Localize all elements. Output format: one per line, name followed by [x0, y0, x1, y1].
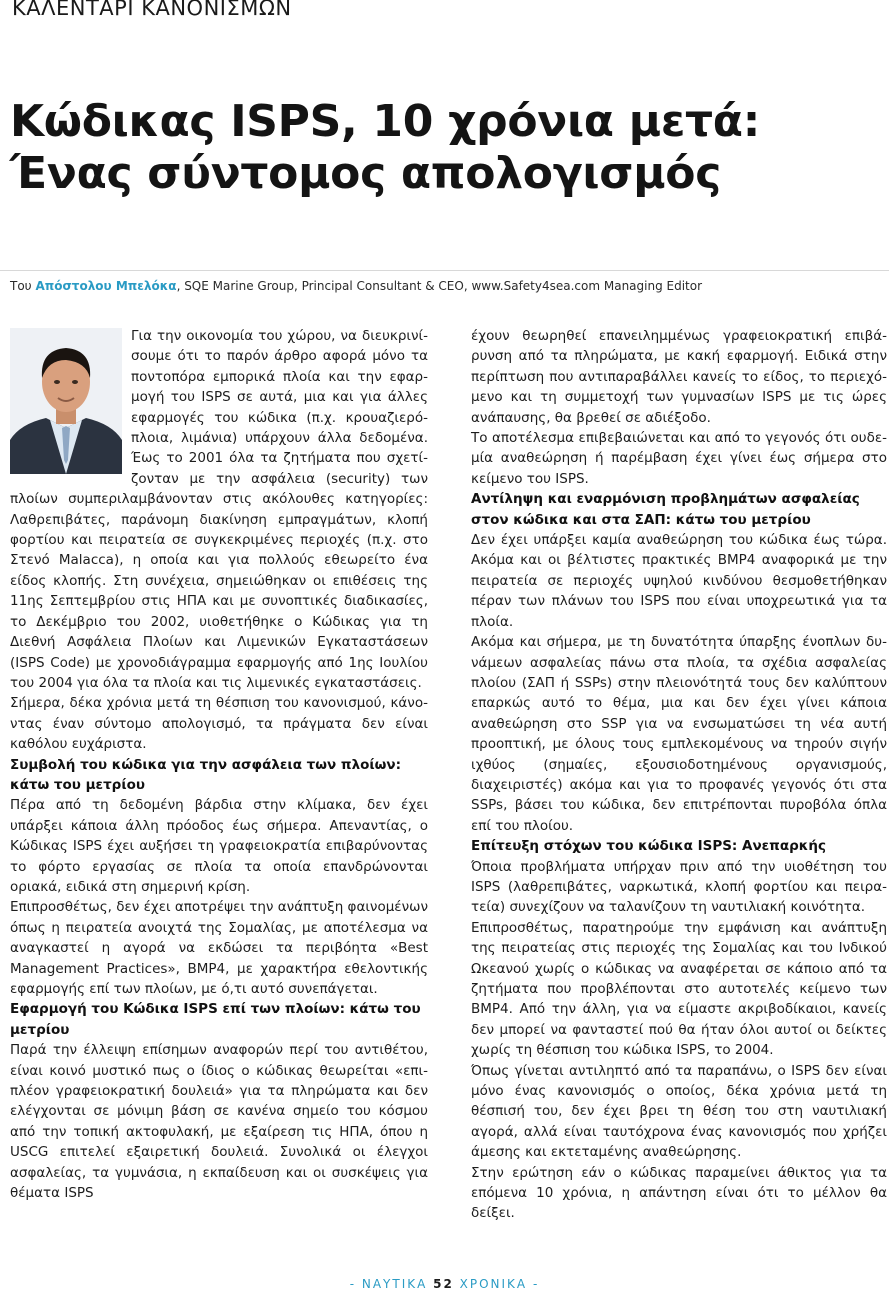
page-footer: [0, 1277, 889, 1291]
left-paragraph-3: Πέρα από τη δεδομένη βάρδια στην κλίμακα, δεν έχει υπάρξει κάποια άλλη πρόοδος έως σήμερα. Απεναντίας, ο Κώδικας ISPS έχει αυξήσει τη γραφειοκρατία επιβαρύνοντας το φόρτο εργασίας σε πλοία τα οποία επανδρώνονται οριακά, ειδικά στη σημερινή κρίση.: [10, 797, 428, 895]
photo-float-spacer: [10, 326, 131, 476]
page-number: 52: [433, 1277, 454, 1291]
left-paragraph-2: Σήμερα, δέκα χρόνια μετά τη θέσπιση του κανονισμού, κάνοντας έναν σύντομο απολογισμό, τα πράγματα δεν είναι καθόλου ευχάριστα.: [10, 695, 428, 753]
right-column: [471, 326, 887, 1224]
right-paragraph-7: Όπως γίνεται αντιληπτό από τα παραπάνω, ο ISPS δεν είναι μόνο ένας κανονισμός ο οποίος, δέκα χρόνια μετά τη θέσπισή του, δεν έχει βρει τη θέση του στη ναυτιλιακή αγορά, αλλά είναι ταυτόχρονα ένας κανονισμός που χρήζει άμεσης και εκτεταμένης αναθεώρησης.: [471, 1062, 887, 1161]
left-paragraph-1: [10, 326, 428, 693]
left-column: [10, 326, 428, 1203]
title-line-2: Ένας σύντομος απολογισμός: [10, 148, 721, 199]
right-paragraph-5: Όποια προβλήματα υπήρχαν πριν από την υιοθέτηση του ISPS (λαθρεπιβάτες, ναρκωτικά, κλοπή φορτίου και πειρατεία) συνεχίζουν να ταλανίζουν τη ναυτιλιακή κοινότητα.: [471, 858, 887, 916]
left-heading-1: Συμβολή του κώδικα για την ασφάλεια των πλοίων: κάτω του μετρίου: [10, 756, 401, 793]
right-paragraph-1: έχουν θεωρηθεί επανειλημμένως γραφειοκρατική επιβάρυνση από τα πληρώματα, με κακή εφαρμογή. Ειδικά στην περίπτωση που αντιπαραβάλλει κανείς το είδος, το περιεχόμενο και τη συμμετοχή των γυμνασίων ISPS με τις ώρες ανάπαυσης, θα βρεθεί σε αδιέξοδο.: [471, 328, 887, 426]
left-paragraph-1-text: Για την οικονομία του χώρου, να διευκρινίσουμε ότι το παρόν άρθρο αφορά μόνο τα ποντοπόρα εμπορικά πλοία και την εφαρμογή του ISPS σε αυτά, μια και για άλλες εφαρμογές του κώδικα (π.χ. κρουαζιερόπλοια, λιμάνια) υπάρχουν άλλα δεδομένα. Έως το 2001 όλα τα ζητήματα που σχετίζονταν με την ασφάλεια (security) των πλοίων συμπεριλαμβάνονταν στις ακόλουθες κατηγορίες: Λαθρεπιβάτες, παράνομη διακίνηση εμπραγμάτων, κλοπή φορτίου και πειρατεία σε συγκεκριμένες περιοχές (π.χ. στο Στενό Malacca), η οποία και για πολλούς εθεωρείτο ένα είδος κλοπής. Στη συνέχεια, σημειώθηκαν οι επιθέσεις της 11ης Σεπτεμβρίου στις ΗΠΑ και με συνοπτικές διαδικασίες, το Δεκέμβριο του 2002, υιοθετήθηκε ο Κώδικας για τη Διεθνή Ασφάλεια Πλοίων και Λιμενικών Εγκαταστάσεων (ISPS Code) με χρονοδιάγραμμα εφαρμογής από 1ης Ιουλίου του 2004 για όλα τα πλοία και τις λιμενικές εγκαταστάσεις.: [10, 328, 428, 691]
left-paragraph-5: Παρά την έλλειψη επίσημων αναφορών περί του αντιθέτου, είναι κοινό μυστικό πως ο ίδιος ο κώδικας θεωρείται «επιπλέον γραφειοκρατική δουλειά» για τα πληρώματα και δεν ελέγχονται σε μόνιμη βάση σε κανένα σημείο του κόσμου από την τοπική ακτοφυλακή, με εξαίρεση τις ΗΠΑ, όπου η USCG επιτελεί εξαιρετική δουλειά. Συνολικά οι έλεγχοι ασφαλείας, τα γυμνάσια, η εκπαίδευση και οι συσκέψεις για θέματα ISPS: [10, 1042, 428, 1202]
byline: [10, 279, 702, 293]
footer-right: ΧΡΟΝΙΚΑ -: [453, 1277, 540, 1291]
left-paragraph-4: Επιπροσθέτως, δεν έχει αποτρέψει την ανάπτυξη φαινομένων όπως η πειρατεία ανοιχτά της Σομαλίας, με αποτέλεσμα να αναγκαστεί η αγορά να εκδώσει τα περιβόητα «Best Management Practices», BMP4, με χαρακτήρα εθελοντικής εφαρμογής επί των πλοίων, με ό,τι αυτό συνεπάγεται.: [10, 899, 428, 997]
right-paragraph-6: Επιπροσθέτως, παρατηρούμε την εμφάνιση και ανάπτυξη της πειρατείας στις περιοχές της Σομαλίας και του Ινδικού Ωκεανού χωρίς ο κώδικας να αναφέρεται σε κάποιο από τα ζητήματα που προβλέπονται στο αυτοτελές κείμενο των BMP4. Από την άλλη, για να είμαστε ακριβοδίκαιοι, κανείς δεν μπορεί να φανταστεί πού θα ήταν όλοι αυτοί οι δείκτες χωρίς τη θέσπιση του κώδικα ISPS, το 2004.: [471, 919, 887, 1059]
right-paragraph-4: Ακόμα και σήμερα, με τη δυνατότητα ύπαρξης ένοπλων δυνάμεων ασφαλείας πάνω στα πλοία, τα σχέδια ασφαλείας πλοίου (ΣΑΠ ή SSPs) στην πλειονότητά τους δεν καλύπτουν επαρκώς αυτό το θέμα, μια και δεν έχει γίνει κάποια αναθεώρηση στο SSP για να ενσωματώσει τη νέα αυτή προοπτική, με όλους τους εμπλεκομένους να τηρούν σιγήν ιχθύος (σημαίες, εξουσιοδοτημένους οργανισμούς, διαχειριστές) ακόμα και για το προφανές γεγονός ότι στα SSPs, βάσει του κώδικα, δεν επιτρέπονται πυροβόλα όπλα επί του πλοίου.: [471, 634, 887, 834]
left-heading-2: Εφαρμογή του Κώδικα ISPS επί των πλοίων: κάτω του μετρίου: [10, 1001, 421, 1038]
right-heading-2: Επίτευξη στόχων του κώδικα ISPS: Ανεπαρκής: [471, 838, 827, 855]
right-heading-1: Αντίληψη και εναρμόνιση προβλημάτων ασφαλείας στον κώδικα και στα ΣΑΠ: κάτω του μετρίου: [471, 491, 860, 528]
byline-affiliation: , SQE Marine Group, Principal Consultant & CEO, www.Safety4sea.com Managing Editor: [176, 279, 703, 293]
right-paragraph-3: Δεν έχει υπάρξει καμία αναθεώρηση του κώδικα έως τώρα. Ακόμα και οι βέλτιστες πρακτικές BMP4 αναφορικά με την πειρατεία σε περιοχές υψηλού κινδύνου θεσμοθετήθηκαν πέραν των πλάνων του ISPS που είναι υποχρεωτικά για τα πλοία.: [471, 532, 887, 630]
footer-left: - ΝΑΥΤΙΚΑ: [349, 1277, 434, 1291]
article-title: [10, 96, 880, 200]
section-label: ΚΑΛΕΝΤΑΡΙ ΚΑΝΟΝΙΣΜΩΝ: [12, 0, 292, 20]
divider: [0, 270, 889, 271]
byline-author: Απόστολου Μπελόκα: [35, 279, 177, 293]
right-paragraph-2: Το αποτέλεσμα επιβεβαιώνεται και από το γεγονός ότι ουδεμία αναθεώρηση ή παρέμβαση έχει γίνει έως σήμερα στο κείμενο του ISPS.: [471, 430, 887, 487]
right-paragraph-8: Στην ερώτηση εάν ο κώδικας παραμείνει άθικτος για τα επόμενα 10 χρόνια, η απάντηση είναι ότι το μέλλον θα δείξει.: [471, 1164, 887, 1222]
byline-prefix: Του: [10, 279, 36, 293]
title-line-1: Κώδικας ISPS, 10 χρόνια μετά:: [10, 96, 761, 147]
